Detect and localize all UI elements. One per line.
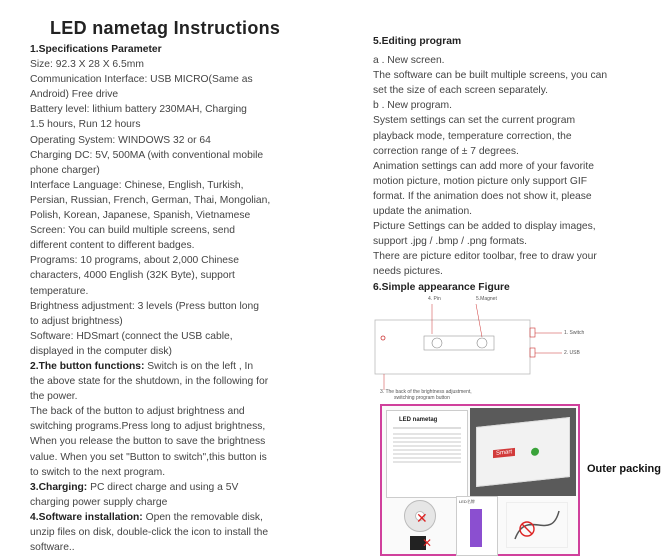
spec-line: Size: 92.3 X 28 X 6.5mm (30, 59, 144, 71)
spec-line: Screen: You can build multiple screens, send (30, 225, 235, 237)
product-label: LED名牌 (459, 499, 475, 504)
right-column (373, 34, 635, 295)
product-card (456, 496, 498, 556)
section-6-heading: 6.Simple appearance Figure (373, 281, 510, 293)
left-column (30, 42, 330, 555)
button-line: to switch to the next program. (30, 466, 166, 478)
step-b-line: motion picture, motion picture only support GIF (373, 175, 588, 187)
step-b-line: correction range of ± 7 degrees. (373, 145, 519, 157)
spec-line: temperature. (30, 285, 89, 297)
cross-icon: ✕ (422, 536, 433, 550)
spec-line: Android) Free drive (30, 89, 119, 101)
back-button-label-2: switching program button (394, 395, 450, 401)
spec-line: phone charger) (30, 164, 100, 176)
spec-line: Interface Language: Chinese, English, Turkish, (30, 179, 244, 191)
led-badge (470, 509, 482, 547)
badge-outline-drawing (372, 290, 585, 400)
section-3-lead: PC direct charge and using a 5V (87, 481, 239, 493)
step-a-line: The software can be built multiple screens, you can (373, 70, 608, 82)
packing-box (476, 417, 570, 487)
section-4-first-line (30, 510, 330, 525)
section-5-heading: 5.Editing program (373, 36, 462, 47)
pin-label: 4. Pin (428, 296, 441, 302)
spec-line: displayed in the computer disk) (30, 345, 172, 357)
step-b-label: b . New program. (373, 100, 452, 112)
button-line: switching programs.Press long to adjust brightness, (30, 421, 266, 433)
button-line: value. When you set "Button to switch",this button is (30, 451, 267, 463)
box-photo-background (470, 408, 576, 496)
spec-line: Battery level: lithium battery 230MAH, Charging (30, 104, 247, 116)
spec-line: different content to different badges. (30, 240, 195, 252)
cable-icon (507, 503, 567, 547)
section-3-first-line (30, 480, 330, 495)
spec-line: Brightness adjustment: 3 levels (Press button long (30, 300, 259, 312)
spec-line: Programs: 10 programs, about 2,000 Chinese (30, 255, 239, 267)
spec-line: characters, 4000 English (32K Byte), support (30, 270, 235, 282)
spec-line: 1.5 hours, Run 12 hours (30, 119, 141, 131)
manual-title: LED nametag (399, 417, 438, 423)
step-b-line: Animation settings can add more of your favorite (373, 160, 594, 172)
button-line: the above state for the shutdown, in the following for (30, 376, 269, 388)
back-button-label: 3. The back of the brightness adjustment, (380, 389, 472, 395)
section-2-first-line (30, 359, 330, 374)
step-a-label: a . New screen. (373, 55, 445, 67)
step-b-line: playback mode, temperature correction, the (373, 130, 572, 142)
section-2-heading: 2.The button functions: (30, 360, 145, 372)
step-b-line: format. If the animation does not show it, please (373, 190, 592, 202)
cross-icon: ✕ (416, 510, 428, 526)
outer-packing-label: Outer packing (587, 463, 661, 475)
packing-photo (380, 404, 580, 556)
button-line: The back of the button to adjust brightness and (30, 406, 245, 418)
usb-label: 2. USB (564, 350, 580, 356)
box-dot-icon (531, 447, 539, 456)
step-b-line: needs pictures. (373, 266, 443, 278)
manual-booklet (386, 410, 468, 498)
step-b-line: support .jpg / .bmp / .png formats. (373, 236, 527, 248)
install-line: unzip files on disk, double-click the icon to install the (30, 527, 269, 538)
magnet-label: 5.Magnet (476, 296, 497, 302)
step-a-line: set the size of each screen separately. (373, 85, 548, 97)
step-b-line: Picture Settings can be added to display images, (373, 221, 596, 233)
section-4-lead: Open the removable disk, (142, 511, 263, 523)
spec-line: to adjust brightness) (30, 315, 123, 327)
button-line: the power. (30, 391, 78, 403)
spec-line: Polish, Korean, Japanese, Spanish, Vietnamese (30, 210, 251, 222)
spec-line: Software: HDSmart (connect the USB cable, (30, 330, 233, 342)
section-1-heading: 1.Specifications Parameter (30, 44, 162, 55)
spec-line: Operating System: WINDOWS 32 or 64 (30, 134, 211, 146)
box-brand-label: Smart (493, 448, 515, 458)
spec-line: Communication Interface: USB MICRO(Same as (30, 74, 253, 86)
charging-line: charging power supply charge (30, 496, 168, 508)
page-title: LED nametag Instructions (50, 18, 281, 38)
switch-label: 1. Switch (564, 330, 585, 336)
appearance-figure (372, 290, 585, 401)
usb-cable-photo (506, 502, 568, 548)
step-b-line: System settings can set the current program (373, 115, 576, 127)
spec-line: Charging DC: 5V, 500MA (with conventional mobile (30, 149, 264, 161)
section-3-heading: 3.Charging: (30, 481, 88, 493)
step-b-line: update the animation. (373, 206, 473, 218)
section-2-lead: Switch is on the left , In (144, 360, 254, 372)
section-4-heading: 4.Software installation: (30, 511, 143, 523)
spec-line: Persian, Russian, French, German, Thai, Mongolian, (30, 194, 271, 206)
install-line: software.. (30, 542, 75, 554)
button-line: When you release the button to save the brightness (30, 436, 266, 448)
step-b-line: There are picture editor toolbar, free to draw your (373, 251, 597, 263)
